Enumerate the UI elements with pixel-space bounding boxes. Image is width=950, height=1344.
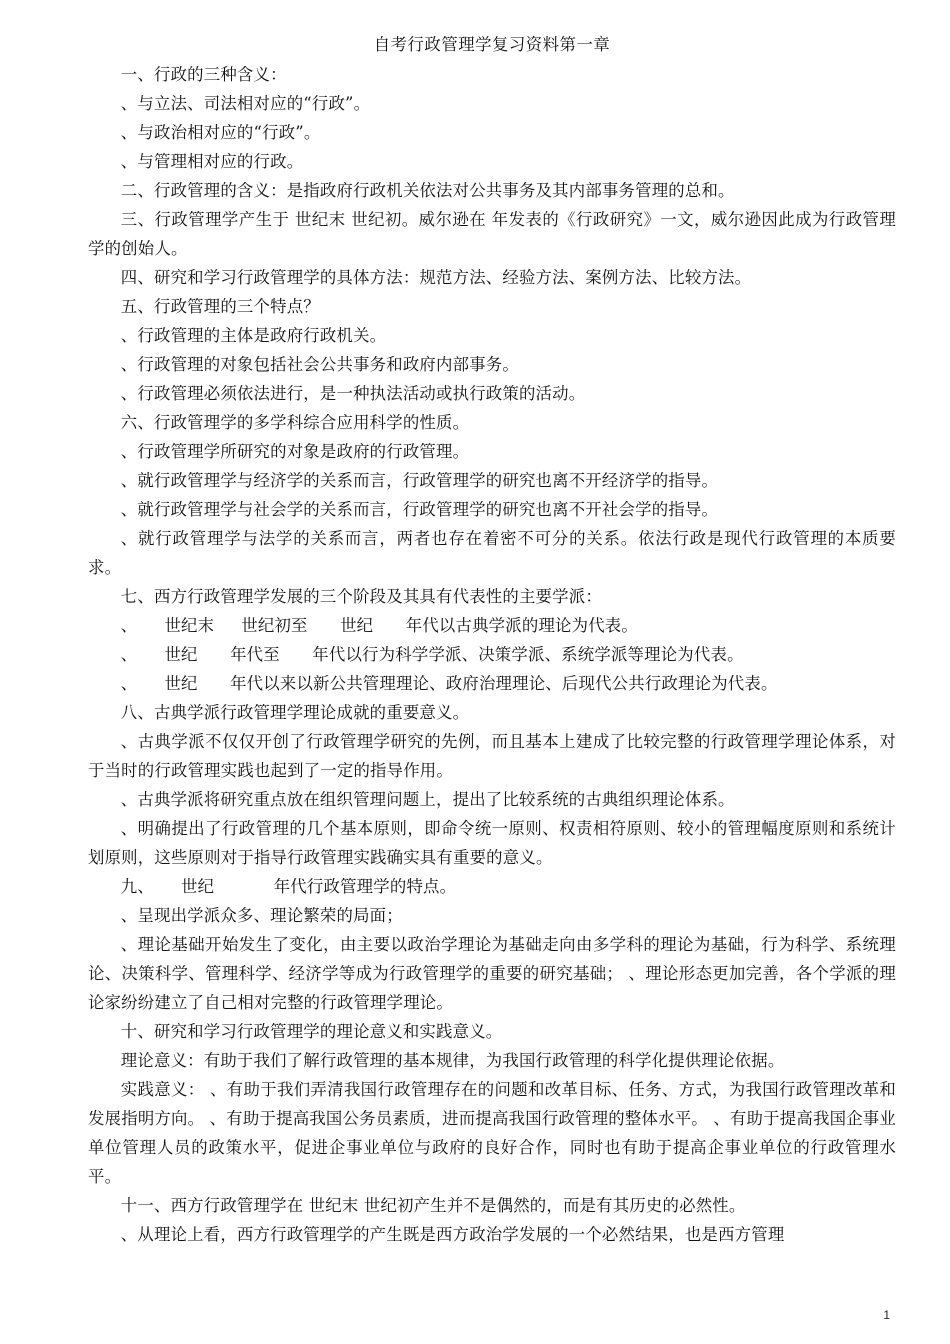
- paragraph: 、就行政管理学与社会学的关系而言，行政管理学的研究也离不开社会学的指导。: [120, 500, 719, 519]
- paragraph: 、从理论上看，西方行政管理学的产生既是西方政治学发展的一个必然结果，也是西方管理: [120, 1225, 785, 1244]
- paragraph: 、行政管理必须依法进行，是一种执法活动或执行政策的活动。: [120, 384, 586, 403]
- paragraph: 九、 世纪 年代行政管理学的特点。: [120, 877, 457, 896]
- paragraph: 、 世纪末 世纪初至 世纪 年代以古典学派的理论为代表。: [120, 616, 638, 635]
- page-number: 1: [883, 1308, 890, 1322]
- paragraph: 四、研究和学习行政管理学的具体方法：规范方法、经验方法、案例方法、比较方法。: [120, 268, 752, 287]
- paragraph: 、与管理相对应的行政。: [120, 152, 304, 171]
- paragraph: 、古典学派将研究重点放在组织管理问题上，提出了比较系统的古典组织理论体系。: [120, 790, 735, 809]
- paragraph: 、 世纪 年代至 年代以行为科学学派、决策学派、系统学派等理论为代表。: [120, 645, 744, 664]
- paragraph: 、古典学派不仅仅开创了行政管理学研究的先例，而且基本上建成了比较完整的行政管理学理论体系，对于当时的行政管理实践也起到了一定的指导作用。: [88, 732, 896, 780]
- paragraph: 二、行政管理的含义：是指政府行政机关依法对公共事务及其内部事务管理的总和。: [120, 181, 735, 200]
- paragraph: 、与立法、司法相对应的“行政”。: [120, 94, 371, 113]
- paragraph: 、行政管理的对象包括社会公共事务和政府内部事务。: [120, 355, 519, 374]
- paragraph: 、就行政管理学与经济学的关系而言，行政管理学的研究也离不开经济学的指导。: [120, 471, 719, 490]
- paragraph: 六、行政管理学的多学科综合应用科学的性质。: [120, 413, 470, 432]
- paragraph: 、明确提出了行政管理的几个基本原则，即命令统一原则、权责相符原则、较小的管理幅度原则和系统计划原则，这些原则对于指导行政管理实践确实具有重要的意义。: [88, 819, 896, 867]
- paragraph: 七、西方行政管理学发展的三个阶段及其具有代表性的主要学派：: [120, 587, 602, 606]
- paragraph: 五、行政管理的三个特点？: [120, 297, 320, 316]
- paragraph: 、与政治相对应的“行政”。: [120, 123, 321, 142]
- paragraph: 实践意义： 、有助于我们弄清我国行政管理存在的问题和改革目标、任务、方式，为我国行政管理改革和发展指明方向。 、有助于提高我国公务员素质，进而提高我国行政管理的整体水平。 、有助于提高我国企事业单位管理人员的政策水平，促进企事业单位与政府的良好合作，同时也有助于提高企事业单位的行政管理水平。: [88, 1080, 896, 1186]
- paragraph: 、呈现出学派众多、理论繁荣的局面；: [120, 906, 403, 925]
- paragraph: 十一、西方行政管理学在 世纪末 世纪初产生并不是偶然的，而是有其历史的必然性。: [120, 1196, 746, 1215]
- document-title: 自考行政管理学复习资料第一章: [373, 35, 611, 54]
- paragraph: 一、行政的三种含义：: [120, 65, 287, 84]
- paragraph: 、行政管理的主体是政府行政机关。: [120, 326, 387, 345]
- paragraph: 、 世纪 年代以来以新公共管理理论、政府治理理论、后现代公共行政理论为代表。: [120, 674, 778, 693]
- document-body: [88, 60, 896, 1249]
- paragraph: 、理论基础开始发生了变化，由主要以政治学理论为基础走向由多学科的理论为基础，行为科学、系统理论、决策科学、管理科学、经济学等成为行政管理学的重要的研究基础； 、理论形态更加完善，各个学派的理论家纷纷建立了自己相对完整的行政管理学理论。: [88, 935, 896, 1012]
- paragraph: 八、古典学派行政管理学理论成就的重要意义。: [120, 703, 470, 722]
- paragraph: 、就行政管理学与法学的关系而言，两者也存在着密不可分的关系。依法行政是现代行政管理的本质要求。: [88, 529, 896, 577]
- paragraph: 、行政管理学所研究的对象是政府的行政管理。: [120, 442, 470, 461]
- paragraph: 十、研究和学习行政管理学的理论意义和实践意义。: [120, 1022, 503, 1041]
- document-page: [88, 30, 896, 1249]
- paragraph: 理论意义：有助于我们了解行政管理的基本规律，为我国行政管理的科学化提供理论依据。: [120, 1051, 785, 1070]
- paragraph: 三、行政管理学产生于 世纪末 世纪初。威尔逊在 年发表的《行政研究》一文，威尔逊因此成为行政管理学的创始人。: [88, 210, 896, 258]
